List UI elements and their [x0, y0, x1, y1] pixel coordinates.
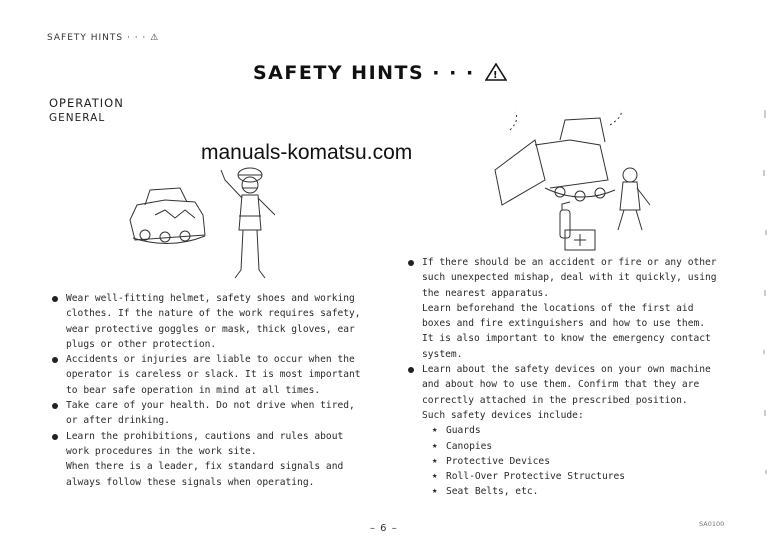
svg-text:!: !	[492, 70, 499, 81]
page-number: – 6 –	[370, 523, 398, 534]
star-icon: ★	[432, 440, 438, 451]
star-icon: ★	[432, 471, 438, 482]
bullet-item	[52, 429, 368, 490]
page-title-text: SAFETY HINTS · · ·	[253, 62, 475, 84]
list-item: ★ Guards	[432, 423, 722, 438]
section-heading-general: GENERAL	[49, 112, 106, 124]
star-icon: ★	[432, 425, 438, 436]
bullet-text: Learn about the safety devices on your own machine and about how to use them. Confirm that they are correctly attached in the prescribed position.	[422, 364, 711, 406]
bullet-icon	[52, 357, 58, 363]
running-header: SAFETY HINTS · · · ⚠	[47, 33, 160, 43]
safety-devices-list	[408, 423, 722, 499]
document-code: SA0100	[699, 520, 725, 528]
bullet-item	[52, 352, 368, 398]
bullet-item	[52, 398, 368, 429]
list-item: ★ Roll-Over Protective Structures	[432, 469, 722, 484]
bullet-text: Take care of your health. Do not drive when tired, or after drinking.	[66, 400, 355, 427]
section-heading-operation: OPERATION	[49, 96, 124, 110]
bullet-icon	[52, 403, 58, 409]
bullet-icon	[52, 434, 58, 440]
bullet-text: Accidents or injuries are liable to occur when the operator is careless or slack. It is most important to bear safe operation in mind at all times.	[66, 354, 361, 396]
bullet-extra-text: When there is a leader, fix standard signals and always follow these signals when operating.	[66, 461, 344, 488]
list-item: ★ Seat Belts, etc.	[432, 484, 722, 499]
watermark-text: manuals-komatsu.com	[201, 141, 413, 164]
bullet-text: If there should be an accident or fire or any other such unexpected mishap, deal with it quickly, using the nearest apparatus.	[422, 257, 717, 299]
bullet-text: Wear well-fitting helmet, safety shoes and working clothes. If the nature of the work requires safety, wear protective goggles or mask, thick gloves, ear plugs or other protection.	[66, 293, 361, 350]
star-icon: ★	[432, 455, 438, 466]
bullet-extra-text: Learn beforehand the locations of the first aid boxes and fire extinguishers and how to use them. It is also important to know the emergency contact system.	[422, 302, 711, 360]
bullet-item-safety-devices	[408, 362, 722, 423]
right-column-bullets	[408, 255, 722, 500]
dozer-fire-extinguisher-illustration	[490, 110, 655, 265]
bullet-icon	[408, 367, 414, 373]
warning-triangle-icon	[485, 63, 507, 81]
left-column-bullets	[52, 291, 368, 490]
bullet-item-accident	[408, 255, 722, 362]
list-item: ★ Canopies	[432, 439, 722, 454]
worker-protective-gear-illustration	[125, 160, 295, 285]
bullet-icon	[408, 260, 414, 266]
bullet-icon	[52, 296, 58, 302]
bullet-text: Learn the prohibitions, cautions and rules about work procedures in the work site.	[66, 430, 344, 457]
list-item: ★ Protective Devices	[432, 454, 722, 469]
star-icon: ★	[432, 486, 438, 497]
page-title	[253, 62, 507, 84]
safety-devices-intro: Such safety devices include:	[422, 409, 584, 421]
bullet-item	[52, 291, 368, 352]
margin-scan-marks	[758, 110, 772, 490]
